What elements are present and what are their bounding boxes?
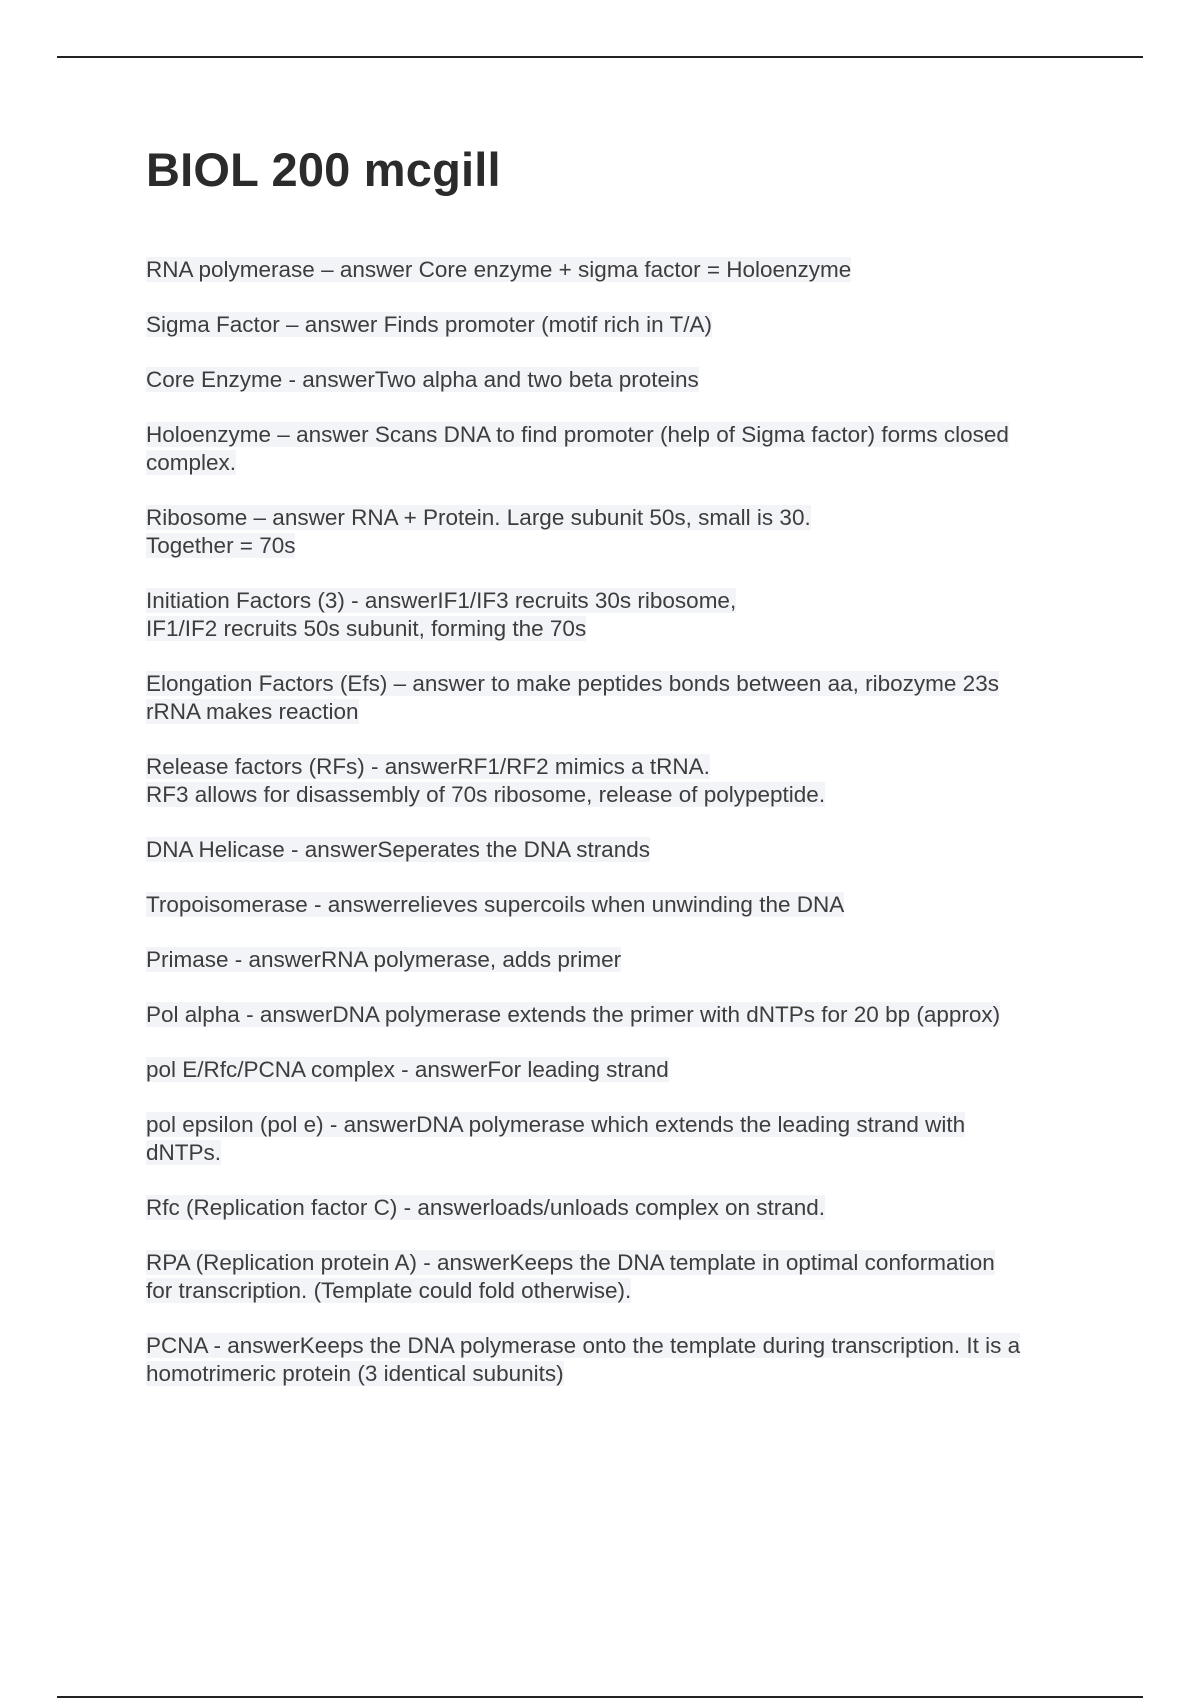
flashcard-text: Release factors (RFs) - answerRF1/RF2 mimics a tRNA. [146, 754, 710, 779]
flashcard-line [146, 1111, 1096, 1139]
flashcard-line [146, 504, 1096, 532]
flashcard-text: pol E/Rfc/PCNA complex - answerFor leading strand [146, 1057, 669, 1082]
flashcard-item [146, 256, 1096, 284]
flashcard-line [146, 781, 1096, 809]
flashcard-item [146, 1194, 1096, 1222]
flashcard-line [146, 1001, 1096, 1029]
flashcard-line [146, 891, 1096, 919]
flashcard-item [146, 421, 1096, 477]
flashcard-line [146, 753, 1096, 781]
flashcard-line [146, 1277, 1096, 1305]
flashcard-item [146, 504, 1096, 560]
flashcard-text: for transcription. (Template could fold otherwise). [146, 1278, 632, 1303]
flashcard-text: RNA polymerase – answer Core enzyme + sigma factor = Holoenzyme [146, 257, 852, 282]
flashcard-line [146, 449, 1096, 477]
flashcard-line [146, 615, 1096, 643]
flashcard-line [146, 946, 1096, 974]
flashcard-line [146, 366, 1096, 394]
flashcard-text: pol epsilon (pol e) - answerDNA polymerase which extends the leading strand with [146, 1112, 966, 1137]
flashcard-text: Initiation Factors (3) - answerIF1/IF3 recruits 30s ribosome, [146, 588, 737, 613]
flashcard-item [146, 311, 1096, 339]
flashcard-line [146, 1194, 1096, 1222]
flashcard-item [146, 1249, 1096, 1305]
flashcard-text: DNA Helicase - answerSeperates the DNA strands [146, 837, 650, 862]
flashcard-text: rRNA makes reaction [146, 699, 359, 724]
flashcard-line [146, 532, 1096, 560]
flashcard-line [146, 1139, 1096, 1167]
flashcard-line [146, 670, 1096, 698]
flashcard-text: Rfc (Replication factor C) - answerloads/unloads complex on strand. [146, 1195, 826, 1220]
flashcard-item [146, 836, 1096, 864]
flashcard-line [146, 1332, 1096, 1360]
flashcard-item [146, 891, 1096, 919]
flashcard-text: IF1/IF2 recruits 50s subunit, forming the 70s [146, 616, 587, 641]
flashcard-text: Primase - answerRNA polymerase, adds primer [146, 947, 622, 972]
flashcard-text: Holoenzyme – answer Scans DNA to find promoter (help of Sigma factor) forms closed [146, 422, 1009, 447]
flashcard-text: Together = 70s [146, 533, 296, 558]
flashcard-line [146, 698, 1096, 726]
flashcard-item [146, 753, 1096, 809]
flashcard-item [146, 587, 1096, 643]
flashcard-text: complex. [146, 450, 237, 475]
flashcard-text: PCNA - answerKeeps the DNA polymerase onto the template during transcription. It is a [146, 1333, 1021, 1358]
flashcard-item [146, 1056, 1096, 1084]
flashcard-text: Elongation Factors (Efs) – answer to make peptides bonds between aa, ribozyme 23s [146, 671, 999, 696]
flashcard-line [146, 836, 1096, 864]
flashcard-list [146, 256, 1096, 1415]
flashcard-line [146, 256, 1096, 284]
flashcard-item [146, 946, 1096, 974]
flashcard-line [146, 421, 1096, 449]
flashcard-line [146, 1360, 1096, 1388]
bottom-rule [57, 1696, 1143, 1698]
flashcard-text: Pol alpha - answerDNA polymerase extends the primer with dNTPs for 20 bp (approx) [146, 1002, 1001, 1027]
flashcard-item [146, 1332, 1096, 1388]
flashcard-text: Ribosome – answer RNA + Protein. Large subunit 50s, small is 30. [146, 505, 811, 530]
flashcard-item [146, 1001, 1096, 1029]
flashcard-line [146, 587, 1096, 615]
flashcard-text: homotrimeric protein (3 identical subunits) [146, 1361, 564, 1386]
top-rule [57, 56, 1143, 58]
flashcard-item [146, 670, 1096, 726]
flashcard-text: RF3 allows for disassembly of 70s ribosome, release of polypeptide. [146, 782, 826, 807]
flashcard-text: dNTPs. [146, 1140, 222, 1165]
flashcard-line [146, 311, 1096, 339]
flashcard-text: Tropoisomerase - answerrelieves supercoils when unwinding the DNA [146, 892, 845, 917]
flashcard-text: Core Enzyme - answerTwo alpha and two beta proteins [146, 367, 699, 392]
flashcard-text: Sigma Factor – answer Finds promoter (motif rich in T/A) [146, 312, 713, 337]
flashcard-text: RPA (Replication protein A) - answerKeeps the DNA template in optimal conformation [146, 1250, 995, 1275]
flashcard-item [146, 366, 1096, 394]
document-title: BIOL 200 mcgill [146, 143, 501, 196]
flashcard-item [146, 1111, 1096, 1167]
flashcard-line [146, 1249, 1096, 1277]
flashcard-line [146, 1056, 1096, 1084]
